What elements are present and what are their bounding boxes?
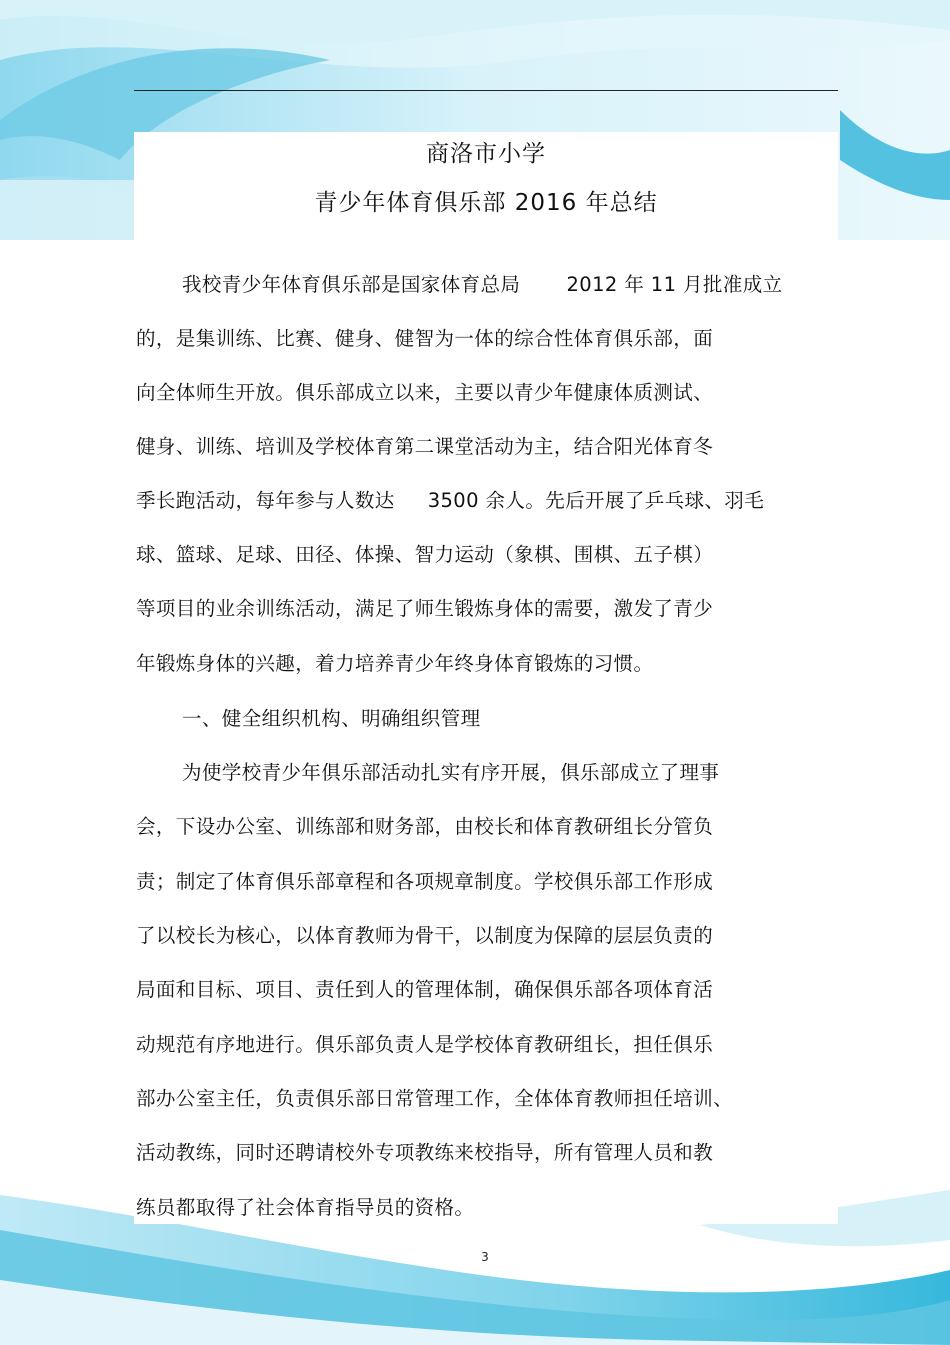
paragraph-line: 会，下设办公室、训练部和财务部，由校长和体育教研组长分管负 xyxy=(136,815,714,838)
paragraph-line: 年锻炼身体的兴趣，着力培养青少年终身体育锻炼的习惯。 xyxy=(136,652,654,675)
paragraph-line: 了以校长为核心，以体育教师为骨干，以制度为保障的层层负责的 xyxy=(136,924,714,947)
paragraph-line: 为使学校青少年俱乐部活动扎实有序开展，俱乐部成立了理事 xyxy=(182,761,720,784)
paragraph-line: 向全体师生开放。俱乐部成立以来，主要以青少年健康体质测试、 xyxy=(136,381,714,404)
header-rule xyxy=(134,90,838,91)
document-title-school: 商洛市小学 xyxy=(426,141,546,167)
page-number: 3 xyxy=(481,1250,489,1264)
paragraph-line: 的，是集训练、比赛、健身、健智为一体的综合性体育俱乐部，面 xyxy=(136,327,714,350)
paragraph-line: 动规范有序地进行。俱乐部负责人是学校体育教研组长，担任俱乐 xyxy=(136,1033,714,1056)
paragraph-line: 季长跑活动，每年参与人数达 3500 余人。先后开展了乒乓球、羽毛 xyxy=(136,489,765,512)
paragraph-line: 活动教练，同时还聘请校外专项教练来校指导，所有管理人员和教 xyxy=(136,1141,714,1164)
paragraph-line: 球、篮球、足球、田径、体操、智力运动（象棋、围棋、五子棋） xyxy=(136,543,714,566)
paragraph-line: 练员都取得了社会体育指导员的资格。 xyxy=(136,1196,475,1219)
document-title-main: 青少年体育俱乐部 2016 年总结 xyxy=(314,190,658,216)
paragraph-line: 等项目的业余训练活动，满足了师生锻炼身体的需要，激发了青少 xyxy=(136,597,714,620)
paragraph-line: 责；制定了体育俱乐部章程和各项规章制度。学校俱乐部工作形成 xyxy=(136,870,714,893)
paragraph-line: 健身、训练、培训及学校体育第二课堂活动为主，结合阳光体育冬 xyxy=(136,435,714,458)
paragraph-line: 部办公室主任，负责俱乐部日常管理工作，全体体育教师担任培训、 xyxy=(136,1087,734,1110)
paragraph-line: 局面和目标、项目、责任到人的管理体制，确保俱乐部各项体育活 xyxy=(136,978,714,1001)
paragraph-line: 我校青少年体育俱乐部是国家体育总局 2012 年 11 月批准成立 xyxy=(182,273,783,296)
section-heading: 一、健全组织机构、明确组织管理 xyxy=(182,707,481,730)
